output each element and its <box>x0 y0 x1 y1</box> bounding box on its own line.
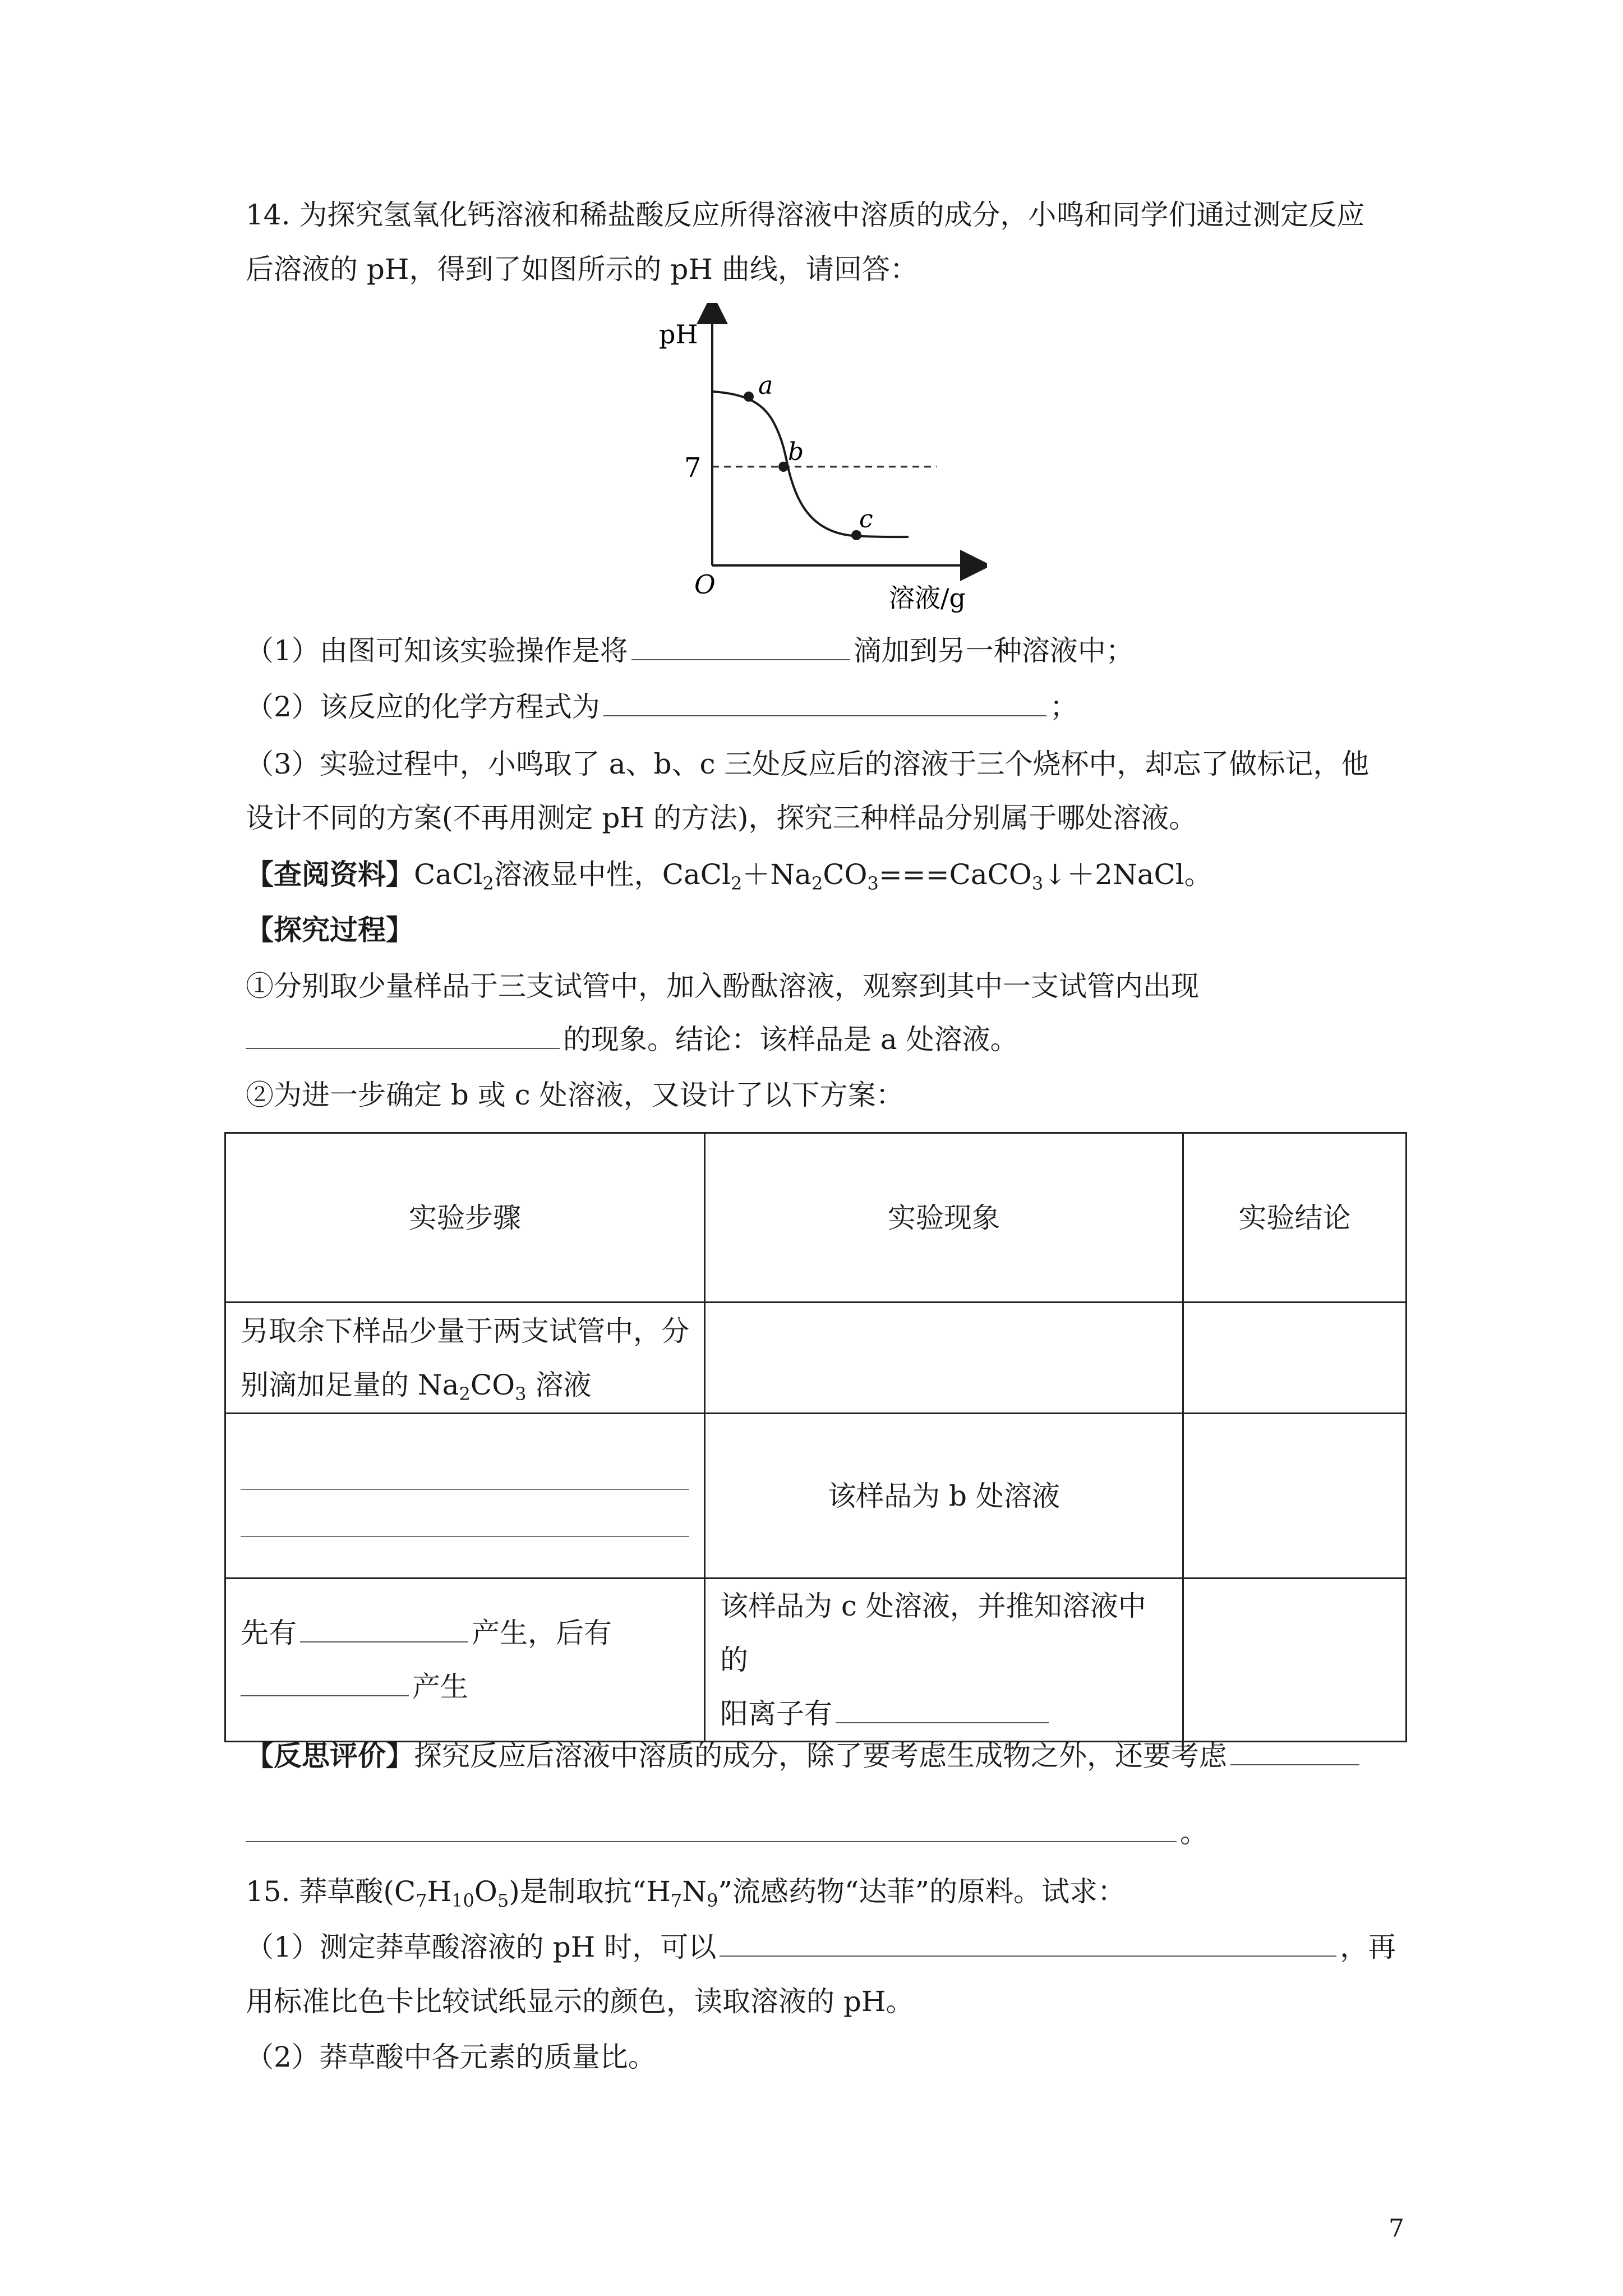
q15-intro: 15. 莽草酸$(C_7H_{10}O_5)$是制取抗“$H_7N_9$”流感药物“达菲”的原料。试求： <box>246 1875 1126 1911</box>
ph7-label: 7 <box>684 452 702 484</box>
table-row <box>225 1579 1407 1742</box>
row1-conclusion-cell[interactable] <box>1183 1303 1407 1414</box>
header-phenomenon: 实验现象 <box>705 1133 1183 1303</box>
q14-intro-line2: 后溶液的 pH，得到了如图所示的 pH 曲线，请回答： <box>246 253 918 286</box>
table-row <box>225 1303 1407 1414</box>
q15-part1-line2: 用标准比色卡比较试纸显示的颜色，读取溶液的 pH。 <box>246 1985 914 2018</box>
header-conclusion: 实验结论 <box>1183 1133 1407 1303</box>
x-axis-label: 溶液/g <box>889 583 966 613</box>
q15-part1-line1: （1）测定莽草酸溶液的 pH 时，可以 ，再 <box>246 1927 1396 1967</box>
experiment-table <box>224 1132 1407 1742</box>
answer-blank-11[interactable] <box>720 1929 1336 1957</box>
answer-blank-7[interactable] <box>241 1668 409 1696</box>
answer-blank-4[interactable] <box>241 1455 689 1490</box>
point-b <box>778 462 789 472</box>
answer-blank-3[interactable] <box>246 1021 560 1049</box>
q14-intro-line1: 14. 为探究氢氧化钙溶液和稀盐酸反应所得溶液中溶质的成分，小鸣和同学们通过测定反应 <box>246 199 1365 231</box>
answer-blank-8[interactable] <box>836 1695 1049 1723</box>
answer-blank-1[interactable] <box>631 632 850 660</box>
q14-part3-line1: （3）实验过程中，小鸣取了 a、b、c 三处反应后的溶液于三个烧杯中，却忘了做标记，他 <box>246 748 1370 780</box>
step1-line2: 的现象。结论：该样品是 a 处溶液。 <box>246 1020 1018 1059</box>
point-b-label: b <box>788 438 804 466</box>
q14-part3-line2: 设计不同的方案(不再用测定 pH 的方法)，探究三种样品分别属于哪处溶液。 <box>246 802 1197 834</box>
point-a-label: a <box>758 371 773 400</box>
reference-info: 【查阅资料】CaCl$_2$溶液显中性，$CaCl_2+Na_2CO_3===CaCO_3↓+2NaCl$。 <box>246 858 1212 894</box>
origin-label: O <box>694 569 716 600</box>
header-steps: 实验步骤 <box>225 1133 705 1303</box>
q14-part2: （2）该反应的化学方程式为 ； <box>246 687 1078 726</box>
row2-phenomenon: 该样品为 b 处溶液 <box>705 1414 1183 1579</box>
answer-blank-5[interactable] <box>241 1502 689 1537</box>
row3-conclusion-cell[interactable] <box>1183 1579 1407 1742</box>
reflection-line1: 【反思评价】探究反应后溶液中溶质的成分，除了要考虑生成物之外，还要考虑 <box>246 1736 1363 1775</box>
row1-phenomenon-cell[interactable] <box>705 1303 1183 1414</box>
row3-phenomenon: 该样品为 c 处溶液，并推知溶液中的 阳离子有 <box>705 1579 1183 1742</box>
process-heading: 【探究过程】 <box>246 913 414 946</box>
row2-conclusion-cell[interactable] <box>1183 1414 1407 1579</box>
row2-step <box>225 1414 705 1579</box>
answer-blank-10[interactable] <box>246 1814 1177 1842</box>
table-row <box>225 1414 1407 1579</box>
ph-curve <box>712 392 909 537</box>
table-header-row <box>225 1133 1407 1303</box>
y-axis-label: pH <box>659 319 698 349</box>
point-a <box>744 392 754 402</box>
answer-blank-6[interactable] <box>300 1614 468 1642</box>
q15-part2: （2）莽草酸中各元素的质量比。 <box>246 2041 656 2073</box>
answer-blank-9[interactable] <box>1230 1737 1359 1765</box>
step2-line: ②为进一步确定 b 或 c 处溶液，又设计了以下方案： <box>246 1079 904 1111</box>
point-c-label: c <box>859 505 873 533</box>
answer-blank-2[interactable] <box>603 688 1046 716</box>
q14-part1: （1）由图可知该实验操作是将 滴加到另一种溶液中； <box>246 631 1134 670</box>
page-number: 7 <box>1389 2214 1404 2243</box>
row1-step: 另取余下样品少量于两支试管中，分 别滴加足量的 $Na_2CO_3$ 溶液 <box>225 1303 705 1414</box>
reflection-line2: 。 <box>246 1813 1208 1852</box>
row3-step: 先有 产生，后有 产生 <box>225 1579 705 1742</box>
ph-curve-figure <box>628 303 987 617</box>
step1-line1: ①分别取少量样品于三支试管中，加入酚酞溶液，观察到其中一支试管内出现 <box>246 970 1199 1002</box>
